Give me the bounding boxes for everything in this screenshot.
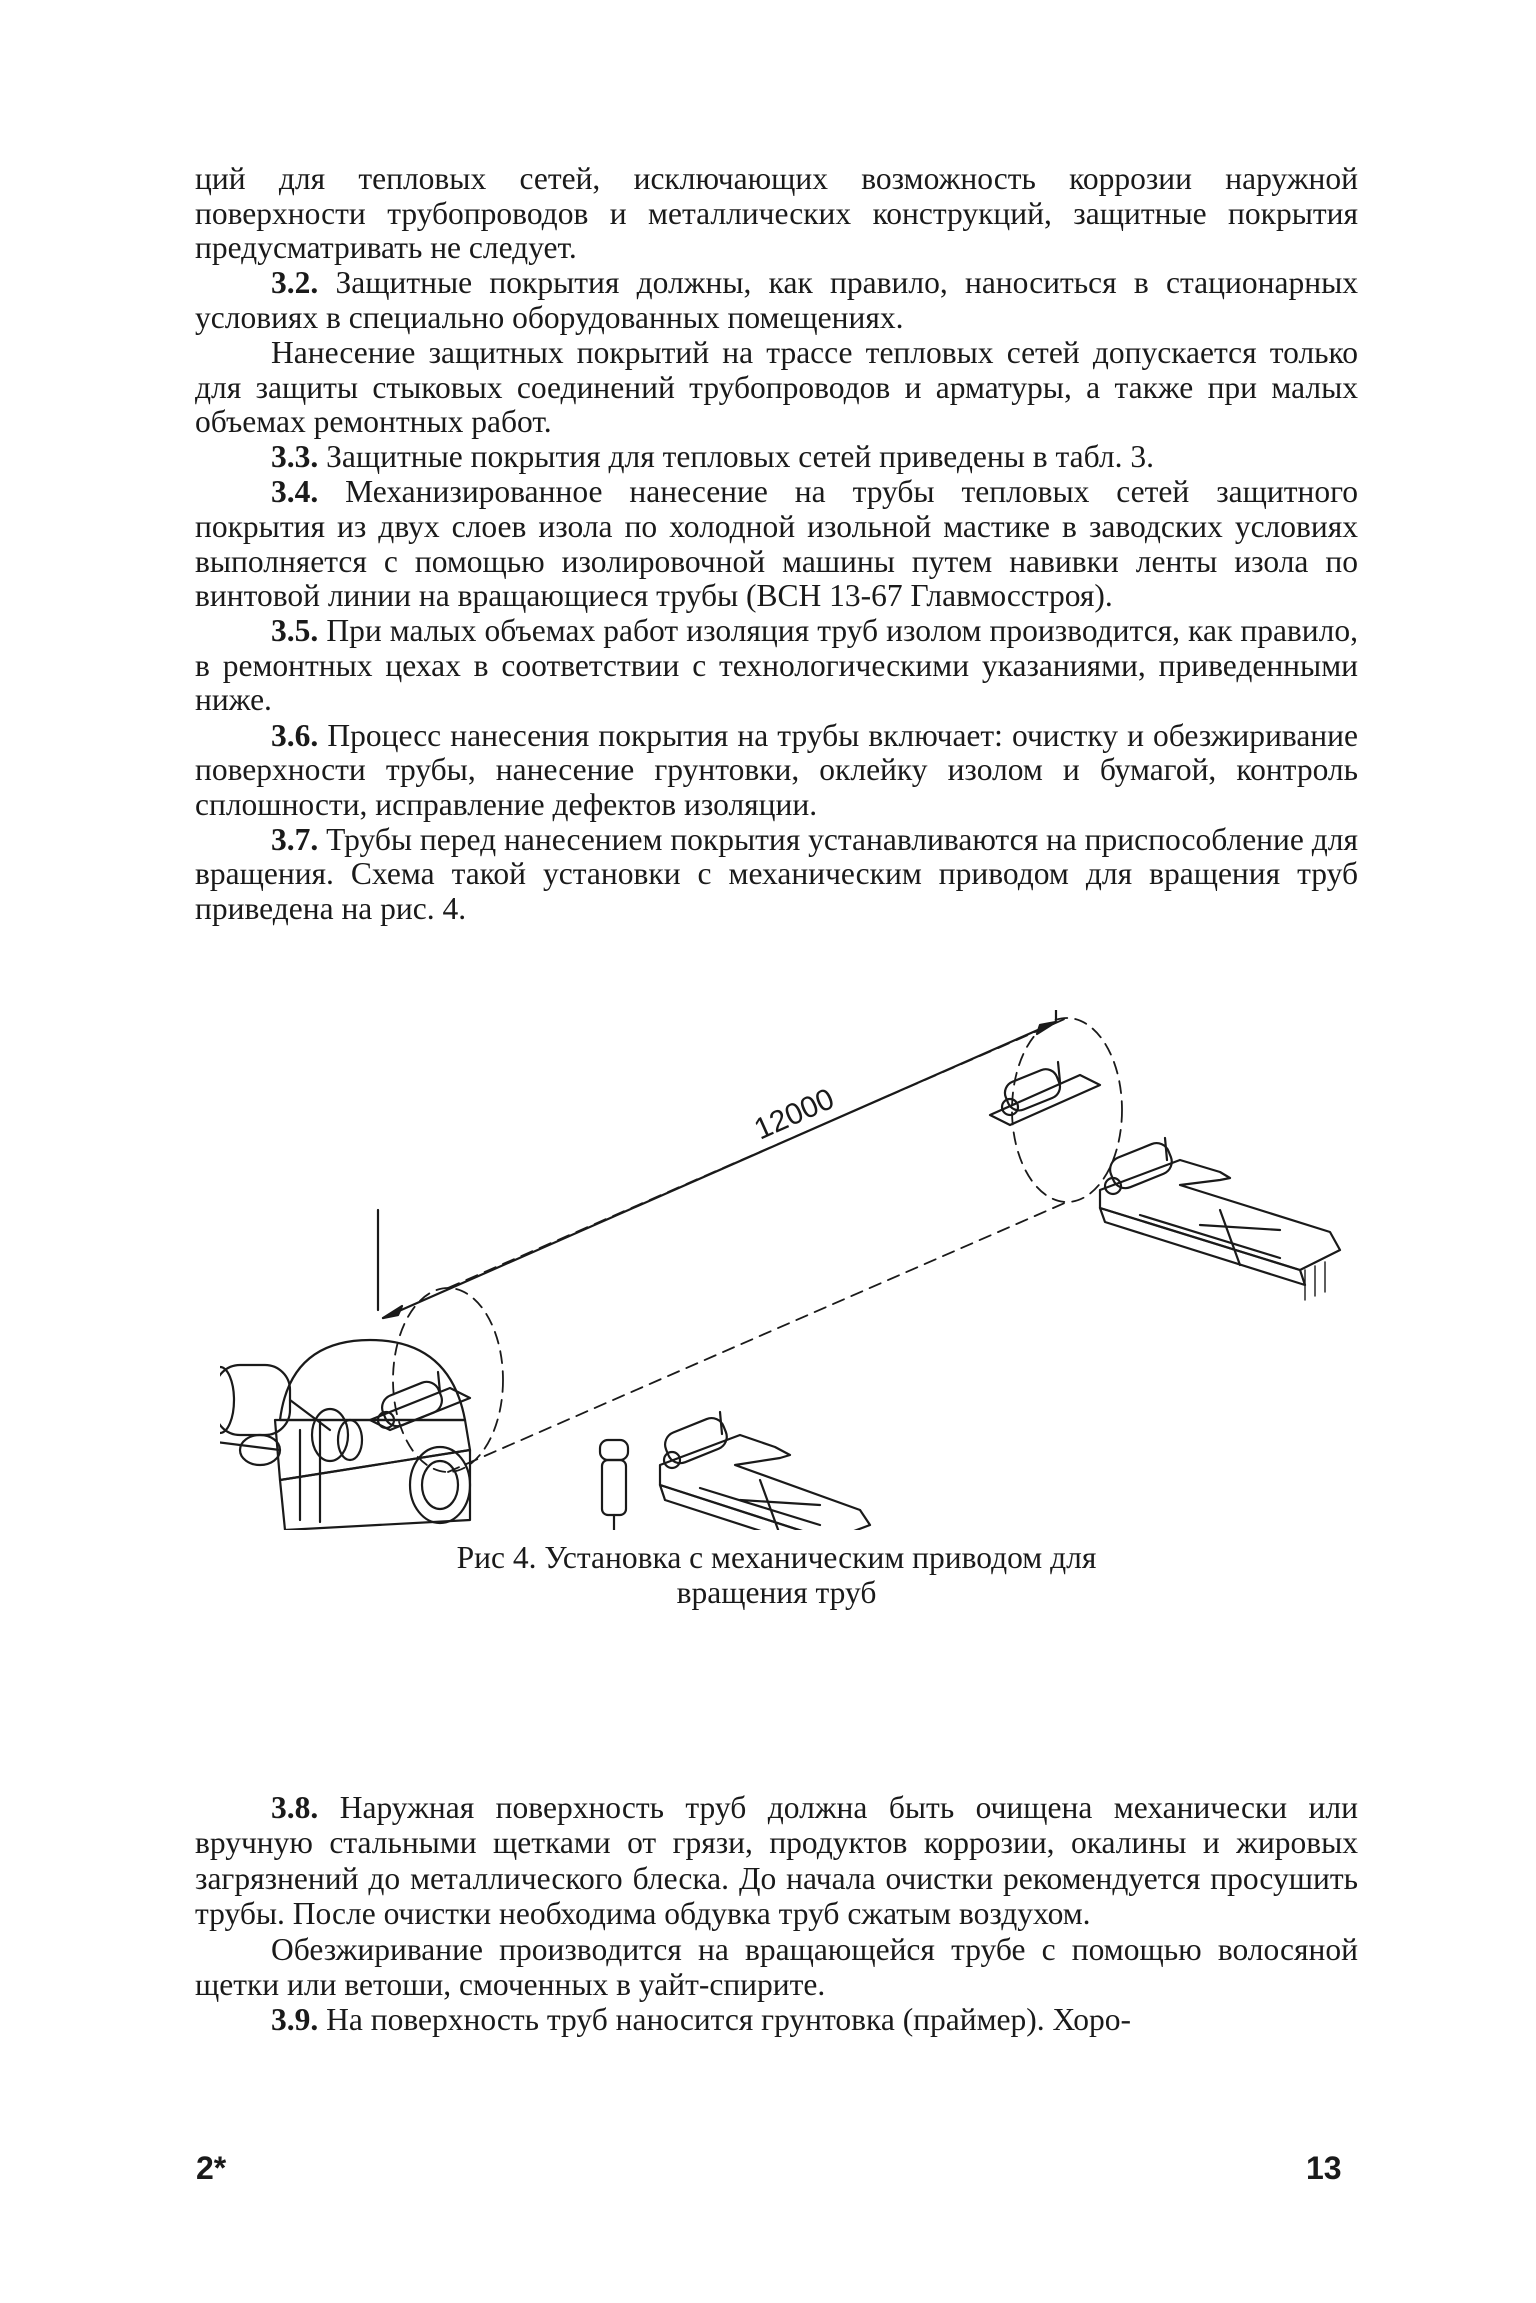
far-left-roller-support <box>990 1062 1100 1125</box>
paragraph-3-2: 3.2. Защитные покрытия должны, как правило, наноситься в стационарных условиях в специально оборудованных помещениях. <box>195 265 1358 335</box>
far-right-roller-support <box>1100 1138 1340 1300</box>
paragraph-3-4: 3.4. Механизированное нанесение на трубы тепловых сетей защитного покрытия из двух слоев изола по холодной изольной мастике в заводских условиях выполняется с помощью изолировочной машины путем навивки ленты изола по винтовой линии на вращающиеся трубы (ВСН 13-67 Главмосстроя). <box>195 474 1358 614</box>
near-right-roller-support <box>660 1412 870 1530</box>
paragraph-3-9: 3.9. На поверхность труб наносится грунтовка (праймер). Хоро- <box>271 2002 1132 2038</box>
paragraph-3-8: 3.8. Наружная поверхность труб должна быть очищена механически или вручную стальными щетками от грязи, продуктов коррозии, окалины и жировых загрязнений до металлического блеска. До начала очистки рекомендуется просушить трубы. После очистки необходима обдувка труб сжатым воздухом. <box>195 1790 1358 1932</box>
pipe-outline <box>393 1018 1122 1472</box>
body-text-top <box>195 162 1358 927</box>
page-number: 13 <box>1306 2150 1342 2186</box>
pipe-rotation-rig-diagram <box>220 1010 1350 1530</box>
gearbox <box>275 1340 470 1530</box>
paragraph-degreasing: Обезжиривание производится на вращающейся трубе с помощью волосяной щетки или ветоши, смоченных в уайт-спирите. <box>195 1931 1358 2003</box>
caption-line-1: Рис 4. Установка с механическим приводом для <box>456 1540 1097 1575</box>
paragraph-3-7: 3.7. Трубы перед нанесением покрытия устанавливаются на приспособление для вращения. Схема такой установки с механическим приводом для вращения труб приведена на рис. 4. <box>195 821 1358 926</box>
paragraph-3-3: 3.3. Защитные покрытия для тепловых сетей приведены в табл. 3. <box>271 439 1154 475</box>
body-text-bottom <box>195 1790 1358 2038</box>
paragraph-continuation: ций для тепловых сетей, исключающих возможность коррозии наружной поверхности трубопроводов и металлических конструкций, защитные покрытия предусматривать не следует. <box>195 161 1358 266</box>
signature-mark: 2* <box>196 2150 227 2186</box>
near-left-roller-support <box>370 1372 470 1430</box>
dimension-line <box>378 1010 1056 1318</box>
caption-line-2: вращения труб <box>676 1575 877 1610</box>
paragraph-route-application: Нанесение защитных покрытий на трассе тепловых сетей допускается только для защиты стыковых соединений трубопроводов и арматуры, а также при малых объемах ремонтных работ. <box>195 334 1358 440</box>
paragraph-3-5: 3.5. При малых объемах работ изоляция труб изолом производится, как правило, в ремонтных цехах в соответствии с технологическими указаниями, приведенными ниже. <box>195 613 1358 718</box>
dimension-label: 12000 <box>749 1082 840 1147</box>
jack-post <box>600 1440 628 1530</box>
figure-caption <box>195 1540 1358 1610</box>
paragraph-3-6: 3.6. Процесс нанесения покрытия на трубы включает: очистку и обезжиривание поверхности трубы, нанесение грунтовки, оклейку изолом и бумагой, контроль сплошности, исправление дефектов изоляции. <box>195 717 1358 822</box>
